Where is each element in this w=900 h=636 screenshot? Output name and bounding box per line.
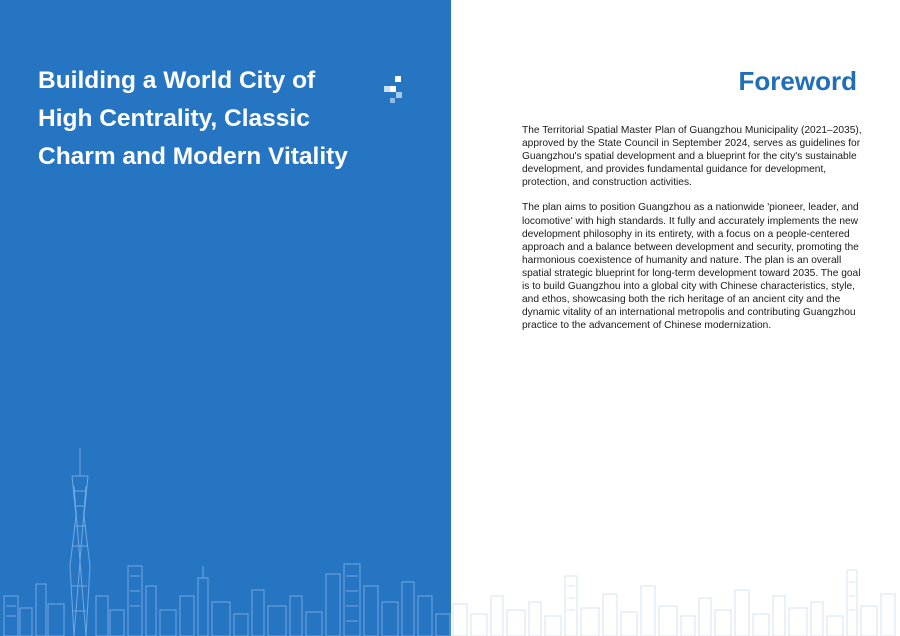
title-line-2: High Centrality, Classic [38,105,310,132]
foreword-paragraph-2: The plan aims to position Guangzhou as a nationwide 'pioneer, leader, and locomotive' with high standards. It fully and accurately implements the new development philosophy in its entirety, with a focus on a people-centered approach and a balance between development and security, promoting the harmonious coexistence of humanity and nature. The plan is an overall spatial strategic blueprint for long-term development toward 2035. The goal is to build Guangzhou into a global city with Chinese characteristics, style, and ethos, showcasing both the rich heritage of an ancient city and the dynamic vitality of an international metropolis and contributing Guangzhou practice to the advancement of Chinese modernization. [522,202,861,332]
foreword-heading: Foreword [738,66,857,96]
city-skyline-right-illustration [451,566,900,636]
title-line-3: Charm and Modern Vitality [38,143,348,170]
pixel-squares-icon [384,76,406,104]
foreword-body [522,124,862,344]
city-skyline-left-illustration [0,446,451,636]
title-line-1: Building a World City of [38,67,316,94]
page-title [38,62,383,176]
right-page [451,0,900,636]
foreword-paragraph-1: The Territorial Spatial Master Plan of Guangzhou Municipality (2021–2035), approved by the State Council in September 2024, serves as guidelines for Guangzhou's spatial development and a blueprint for the city's sustainable development, and provides fundamental guidance for development, protection, and construction activities. [522,125,862,189]
